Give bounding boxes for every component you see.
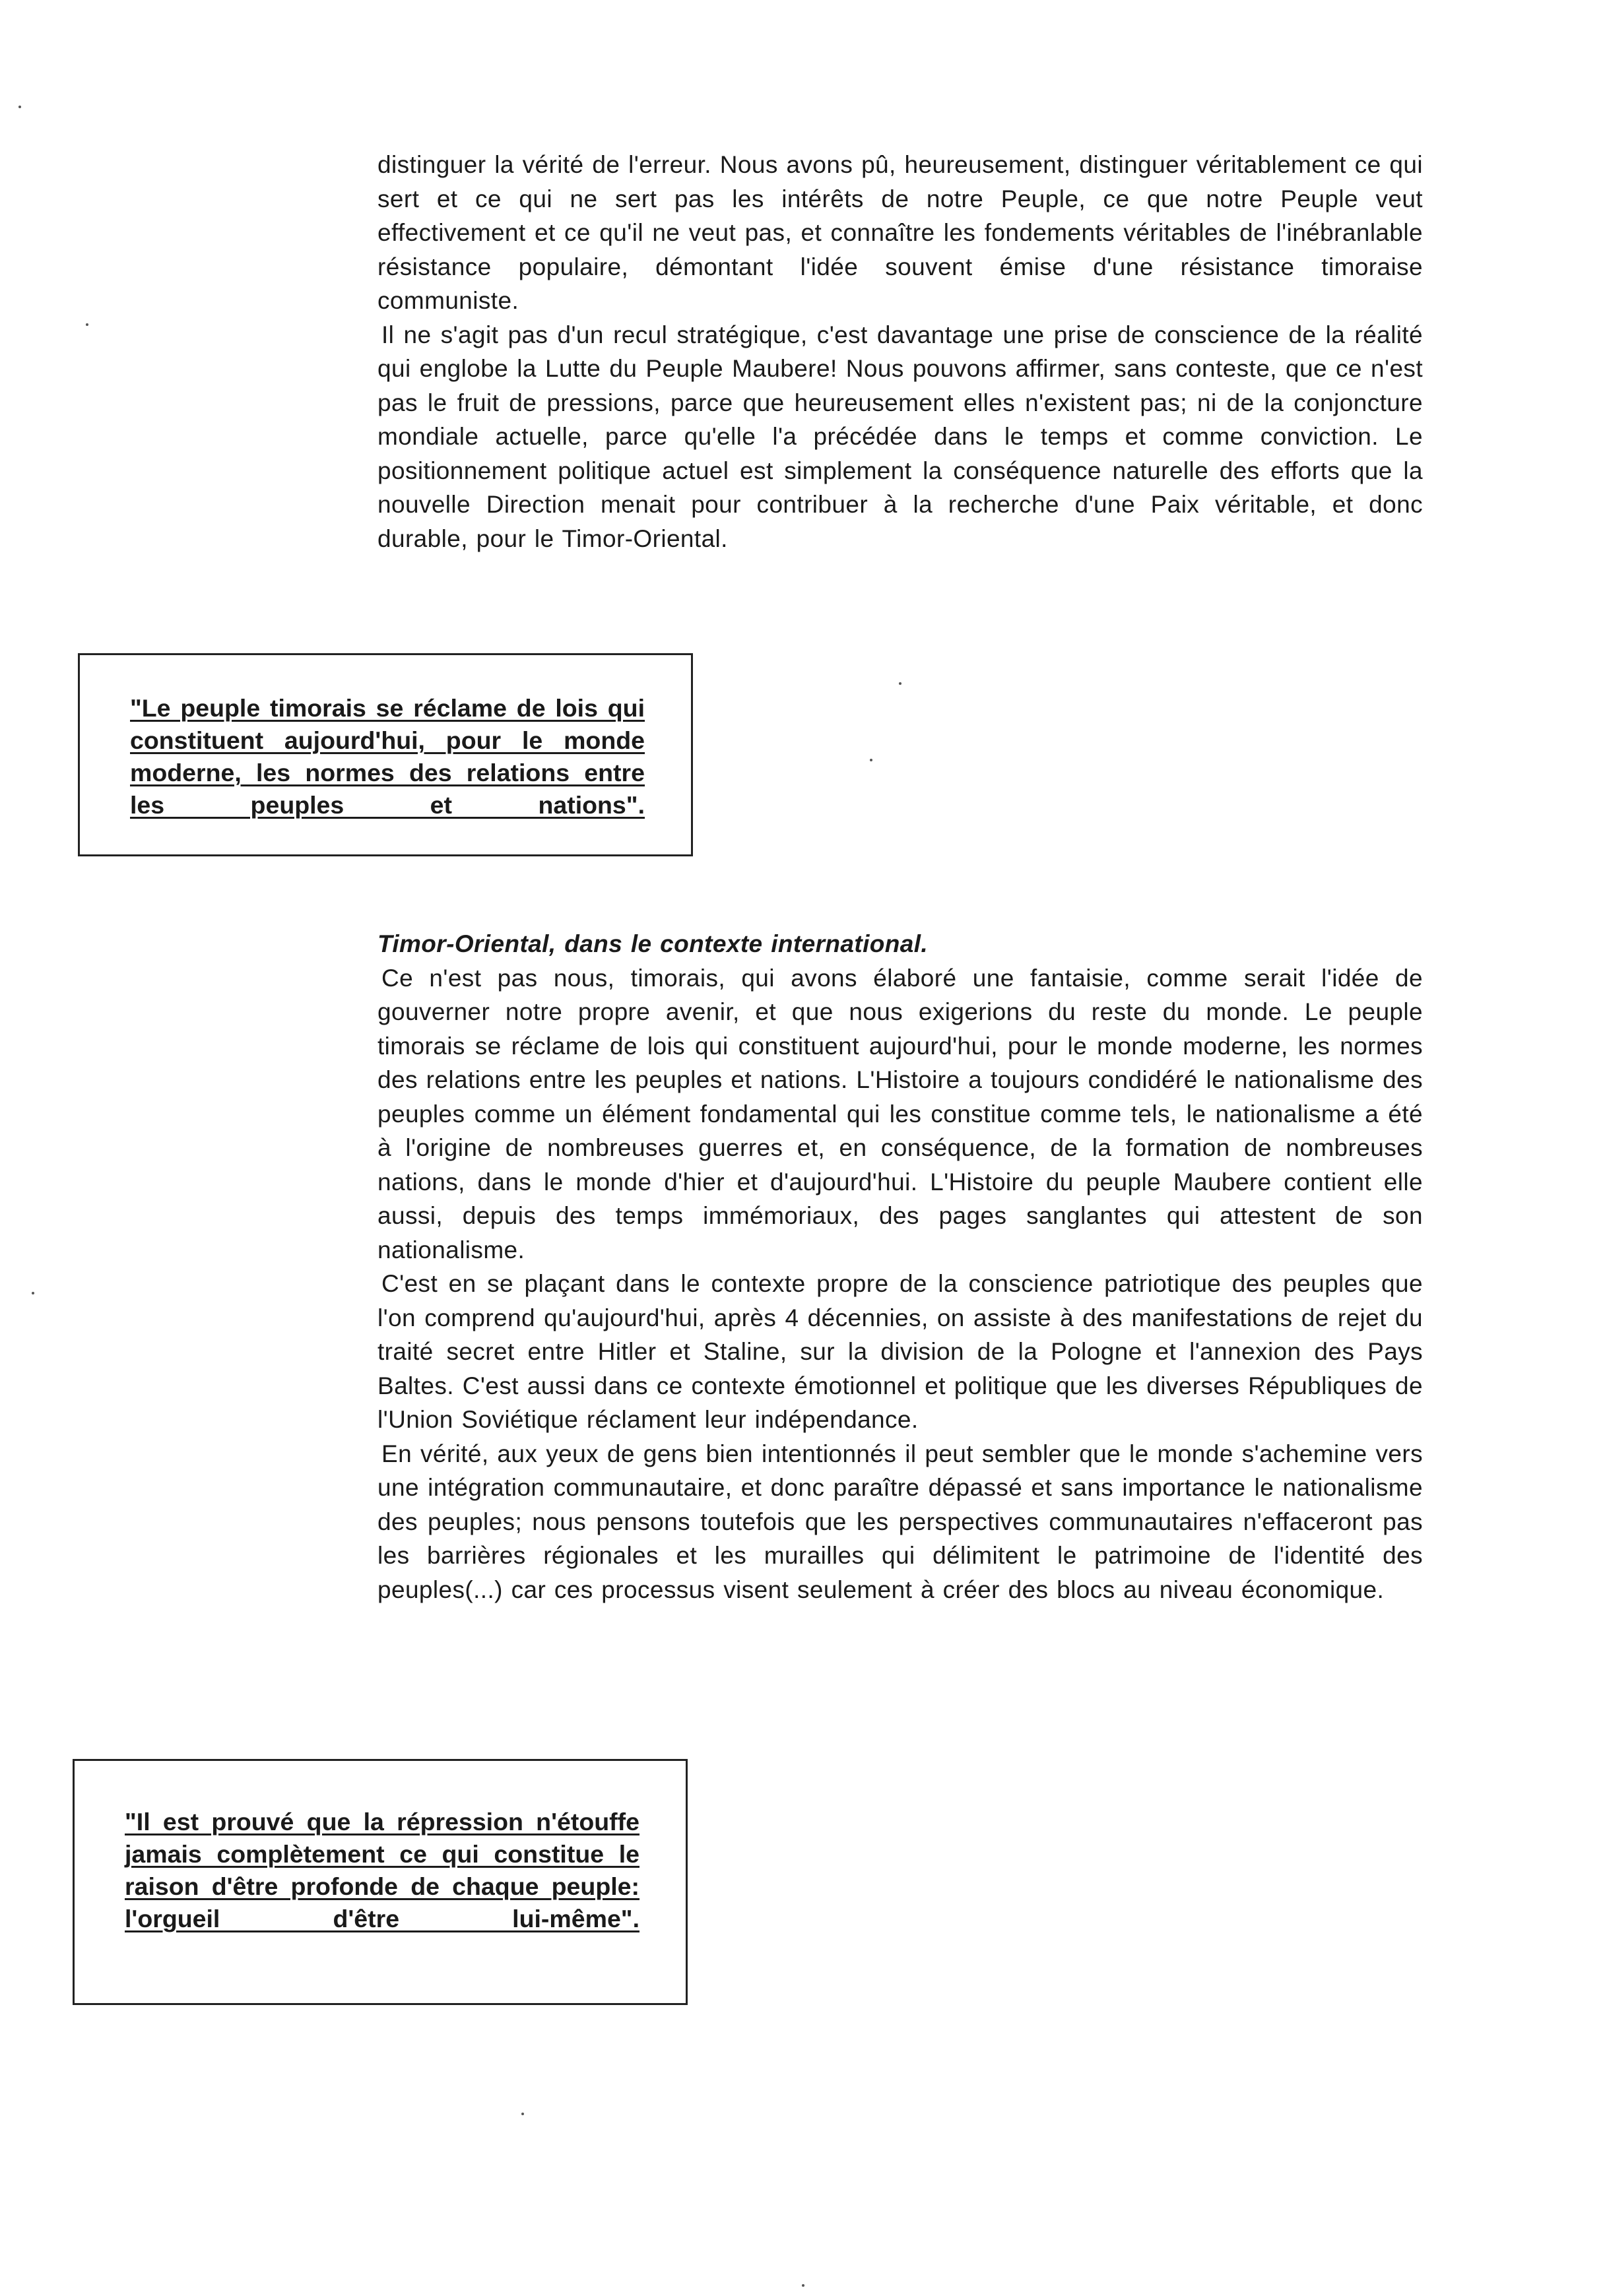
section-paragraph-1: Ce n'est pas nous, timorais, qui avons élaboré une fantaisie, comme serait l'idée de gouverner notre propre avenir, et que nous exigerions du reste du monde. Le peuple timorais se réclame de lois qui constituent aujourd'hui, pour le monde moderne, les normes des relations entre les peuples et nations. L'Histoire a toujours condidéré le nationalisme des peuples comme un élément fondamental qui les constitue comme tels, le nationalisme a été à l'origine de nombreuses guerres et, en conséquence, de la formation de nombreuses nations, dans le monde d'hier et d'aujourd'hui. L'Histoire du peuple Maubere contient elle aussi, depuis des temps immémoriaux, des pages sanglantes qui attestent de son nationalisme. <box>377 964 1423 1263</box>
scan-speck <box>521 2113 524 2115</box>
scan-speck <box>18 106 21 108</box>
scan-speck <box>86 323 88 326</box>
intro-text-block <box>377 148 1423 556</box>
section-heading: Timor-Oriental, dans le contexte international. <box>377 930 929 957</box>
scan-speck <box>802 2284 804 2287</box>
pull-quote-2: "Il est prouvé que la répression n'étouffe jamais complètement ce qui constitue le raison d'être profonde de chaque peuple: l'orgueil d'être lui-même". <box>125 1808 639 1932</box>
pull-quote-box-1 <box>78 653 693 856</box>
intro-paragraph-2: Il ne s'agit pas d'un recul stratégique, c'est davantage une prise de conscience de la réalité qui englobe la Lutte du Peuple Maubere! Nous pouvons affirmer, sans conteste, que ce n'est pas le fruit de pressions, parce que heureusement elles n'existent pas; ni de la conjoncture mondiale actuelle, parce qu'elle l'a précédée dans le temps et comme conviction. Le positionnement politique actuel est simplement la conséquence naturelle des efforts que la nouvelle Direction menait pour contribuer à la recherche d'une Paix véritable, et donc durable, pour le Timor-Oriental. <box>377 321 1423 552</box>
intro-paragraph-1: distinguer la vérité de l'erreur. Nous avons pû, heureusement, distinguer véritablement ce qui sert et ce qui ne sert pas les intérêts de notre Peuple, ce que notre Peuple veut effectivement et ce qu'il ne veut pas, et connaître les fondements véritables de l'inébranlable résistance populaire, démontant l'idée souvent émise d'une résistance timoraise communiste. <box>377 151 1423 314</box>
pull-quote-box-2 <box>73 1759 688 2005</box>
scan-speck <box>870 759 872 761</box>
scan-speck <box>899 682 901 685</box>
scan-speck <box>32 1292 34 1294</box>
section-text-block <box>377 927 1423 1607</box>
section-paragraph-3: En vérité, aux yeux de gens bien intentionnés il peut sembler que le monde s'achemine vers une intégration communautaire, et donc paraître dépassé et sans importance le nationalisme des peuples; nous pensons toutefois que les perspectives communautaires n'effaceront pas les barrières régionales et les murailles qui délimitent le patrimoine de l'identité des peuples(...) car ces processus visent seulement à créer des blocs au niveau économique. <box>377 1440 1423 1603</box>
pull-quote-1: "Le peuple timorais se réclame de lois qui constituent aujourd'hui, pour le monde moderne, les normes des relations entre les peuples et nations". <box>130 694 645 819</box>
section-paragraph-2: C'est en se plaçant dans le contexte propre de la conscience patriotique des peuples que l'on comprend qu'aujourd'hui, après 4 décennies, on assiste à des manifestations de rejet du traité secret entre Hitler et Staline, sur la division de la Pologne et l'annexion des Pays Baltes. C'est aussi dans ce contexte émotionnel et politique que les diverses Républiques de l'Union Soviétique réclament leur indépendance. <box>377 1270 1423 1433</box>
